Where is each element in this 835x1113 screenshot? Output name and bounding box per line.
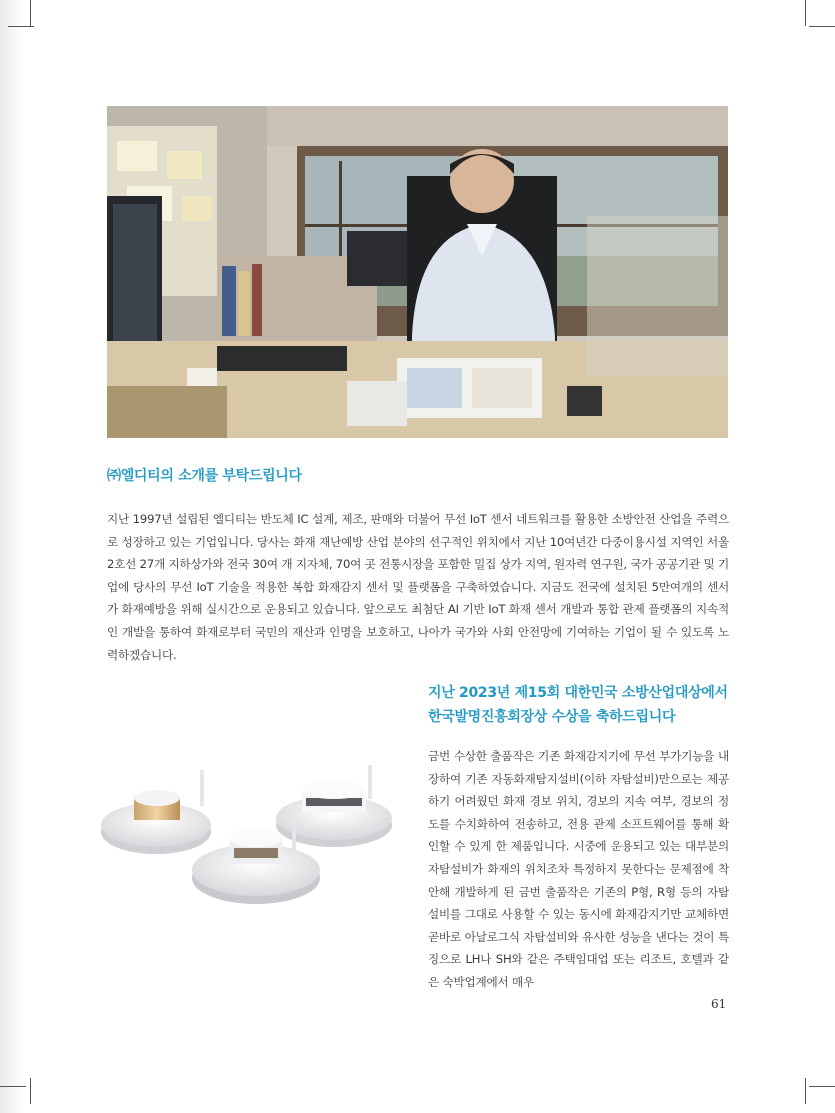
page-number: 61 [711,997,727,1011]
award-product-paragraph: 금번 수상한 출품작은 기존 화재감지기에 무선 부가기능을 내장하여 기존 자동화재탐지설비(이하 자탐설비)만으로는 제공하기 어려웠던 화재 경보 위치, 경보의 지속 여부, 경보의 정도를 수치화하여 전송하고, 전용 관제 소프트웨어를 통해 확인할 수 있게 한 제품입니다. 시중에 운용되고 있는 대부분의 자탐설비가 화재의 위치조차 특정하지 못한다는 문제점에 착안해 개발하게 된 금번 출품작은 기존의 P형, R형 등의 자탐설비를 그대로 사용할 수 있는 동시에 화재감지기만 교체하면 곧바로 아날로그식 자탐설비와 유사한 성능을 낸다는 것이 특징으로 LH나 SH와 같은 주택임대업 또는 리조트, 호텔과 같은 숙박업계에서 매우 [428,749,729,989]
page-spine [0,0,22,1113]
crop-mark [805,0,806,26]
fire-detector-product-image [96,760,406,920]
crop-mark [0,1086,26,1087]
crop-mark [809,26,835,27]
crop-mark [805,1078,806,1104]
crop-mark [30,0,31,26]
office-photo [107,106,728,438]
company-intro-paragraph: 지난 1997년 설립된 엘디티는 반도체 IC 설계, 제조, 판매와 더불어 무선 IoT 센서 네트워크를 활용한 소방안전 산업을 주력으로 성장하고 있는 기업입니다. 당사는 화재 재난예방 산업 분야의 선구적인 위치에서 지난 10여년간 다중이용시설 지역인 서울 2호선 27개 지하상가와 전국 30여 개 지자체, 70여 곳 전통시장을 포함한 밀집 상가 지역, 원자력 연구원, 국가 공공기관 및 기업에 당사의 무선 IoT 기술을 적용한 복합 화재감지 센서 및 플랫폼을 구축하였습니다. 지금도 전국에 설치된 5만여개의 센서가 화재예방을 위해 실시간으로 운용되고 있습니다. 앞으로도 최첨단 AI 기반 IoT 화재 센서 개발과 통합 관제 플랫폼의 지속적인 개발을 통하여 화재로부터 국민의 재산과 인명을 보호하고, 나아가 국가와 사회 안전망에 기여하는 기업이 될 수 있도록 노력하겠습니다. [107,512,729,662]
section-title-award: 지난 2023년 제15회 대한민국 소방산업대상에서 한국발명진흥회장상 수상을 축하드립니다 [428,685,728,725]
crop-mark [30,1078,31,1104]
crop-mark [809,1086,835,1087]
crop-mark [8,26,34,27]
section-title-company-intro: ㈜엘디티의 소개를 부탁드립니다 [107,468,302,484]
